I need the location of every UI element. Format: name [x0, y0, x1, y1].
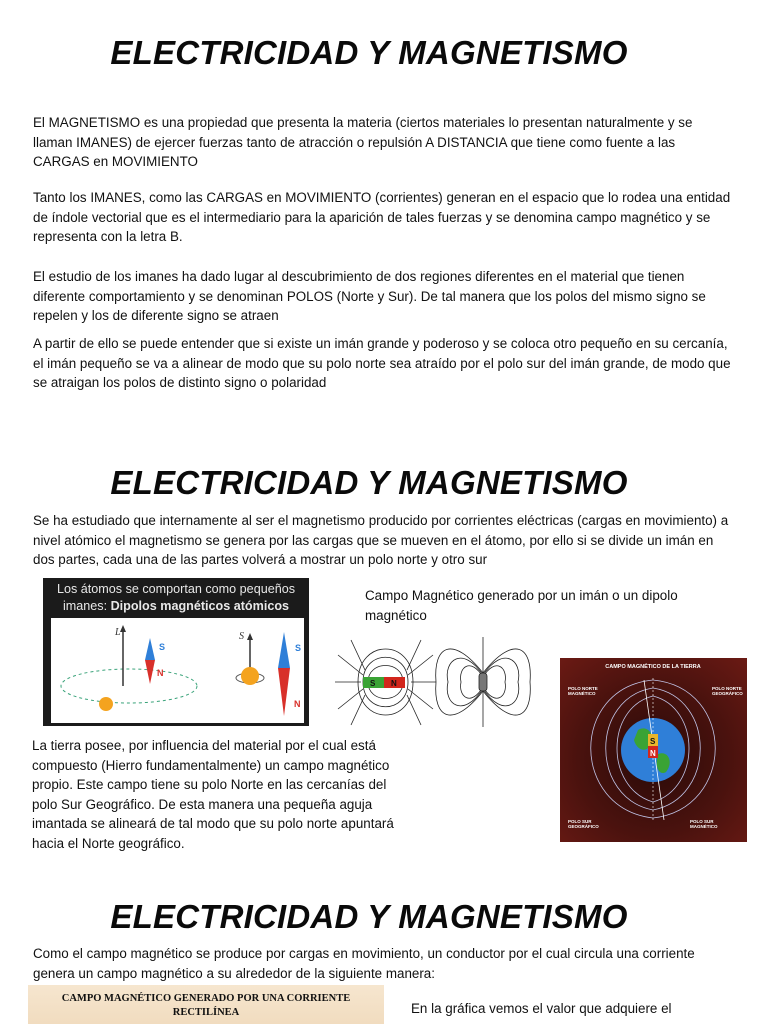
atoms-caption-line1: Los átomos se comportan como pequeños: [56, 582, 296, 596]
label-pn-geo-1: POLO NORTE: [712, 686, 742, 691]
slide2-title: ELECTRICIDAD Y MAGNETISMO: [110, 464, 628, 501]
compass-1-north: [145, 638, 155, 660]
earth-field-figure: [560, 658, 747, 842]
compass-2-north: [278, 632, 290, 668]
conductor-fig-title-1: CAMPO MAGNÉTICO GENERADO POR UNA CORRIENTE: [61, 993, 351, 1004]
compass-2-label-n: N: [294, 699, 301, 709]
dipole-caption: Campo Magnético generado por un imán o un dipolo magnético: [365, 588, 678, 623]
slide1-paragraph-4: A partir de ello se puede entender que si existe un imán grande y poderoso y se coloca otro pequeño en su cercanía, el imán pequeño se va a alinear de modo que su polo norte sea atraído por el polo sur del imán grande, de modo que se atraigan los polos de distinto signo o polaridad: [33, 336, 731, 390]
slide1-paragraph-1: El MAGNETISMO es una propiedad que presenta la materia (ciertos materiales lo presentan naturalmente y se llaman IMANES) de ejercer fuerzas tanto de atracción o repulsión A DISTANCIA que tiene como fuente a las CARGAS en MOVIMIENTO: [33, 115, 693, 169]
atoms-caption-bold: Dipolos magnéticos atómicos: [110, 599, 290, 613]
earth-fig-title: CAMPO MAGNÉTICO DE LA TIERRA: [605, 664, 701, 670]
electron-2: [241, 667, 259, 685]
compass-2-label-s: S: [295, 643, 302, 653]
label-pn-mag-2: MAGNÉTICO: [568, 691, 596, 696]
compass-1-label-n: N: [157, 668, 164, 678]
conductor-fig-title-2: RECTILÍNEA: [172, 1007, 240, 1018]
label-ps-mag-1: POLO SUR: [690, 819, 714, 824]
slide3-side-text: En la gráfica vemos el valor que adquiere el: [411, 1001, 672, 1016]
slide1-title: ELECTRICIDAD Y MAGNETISMO: [110, 34, 628, 71]
earth-text: La tierra posee, por influencia del material por el cual está compuesto (Hierro fundamentalmente) un campo magnético propio. Este campo tiene su polo Norte en las cercanías del polo Sur Geográfico. De esta manera una pequeña aguja imantada se alineará de tal modo que su polo norte apuntará hacia el Norte geográfico.: [32, 738, 394, 851]
slide3-paragraph-1: Como el campo magnético se produce por cargas en movimiento, un conductor por el cual circula una corriente genera un campo magnético a su alrededor de la siguiente manera:: [33, 946, 695, 981]
earth-bar-label-s: S: [650, 737, 656, 746]
slide1-paragraph-2: Tanto los IMANES, como las CARGAS en MOVIMIENTO (corrientes) generan en el espacio que lo rodea una entidad de índole vectorial que es el intermediario para la aparición de tales fuerzas y se denomina campo magnético y se representa con la letra B.: [33, 190, 731, 244]
atoms-caption-line2: [43, 598, 309, 614]
dipole-core: [479, 673, 487, 691]
compass-1-label-s: S: [159, 642, 166, 652]
magnet-label-n: N: [391, 679, 397, 688]
slide2-paragraph-1: Se ha estudiado que internamente al ser el magnetismo producido por corrientes eléctricas (cargas en movimiento) a nivel atómico el magnetismo se genera por las cargas que se mueven en el átomo, por ello si se divide un imán en dos partes, cada una de las partes volverá a mostrar un polo norte y otro sur: [33, 513, 729, 567]
spin-arrowhead: [247, 633, 253, 640]
angular-momentum-arrowhead: [120, 625, 126, 632]
label-ps-geo-1: POLO SUR: [568, 819, 592, 824]
earth-field-svg: [560, 658, 747, 842]
label-L: L: [115, 627, 121, 638]
conductor-field-figure: [28, 985, 384, 1024]
atoms-caption-prefix: imanes:: [62, 599, 111, 613]
earth-bar-label-n: N: [650, 749, 656, 758]
compass-1-south: [145, 660, 155, 684]
dipole-field-figure: [333, 635, 538, 730]
slide1-paragraph-3: El estudio de los imanes ha dado lugar al descubrimiento de dos regiones diferentes en el material que tienen diferente comportamiento y se denominan POLOS (Norte y Sur). De tal manera que los polos del mismo signo se repelen y los de diferente signo se atraen: [33, 269, 706, 323]
electron-orbit: [61, 669, 197, 703]
label-pn-mag-1: POLO NORTE: [568, 686, 598, 691]
label-pn-geo-2: GEOGRÁFICO: [712, 691, 743, 696]
atoms-diagram-svg: [51, 618, 304, 723]
label-S-vector: S: [239, 631, 244, 642]
magnet-label-s: S: [370, 679, 376, 688]
atoms-diagram-panel: [51, 618, 304, 723]
label-ps-geo-2: GEOGRÁFICO: [568, 824, 599, 829]
label-ps-mag-2: MAGNÉTICO: [690, 824, 718, 829]
compass-2-south: [278, 668, 290, 716]
slide3-title: ELECTRICIDAD Y MAGNETISMO: [110, 898, 628, 935]
electron-1: [99, 697, 113, 711]
atomic-dipoles-figure: [43, 578, 309, 726]
